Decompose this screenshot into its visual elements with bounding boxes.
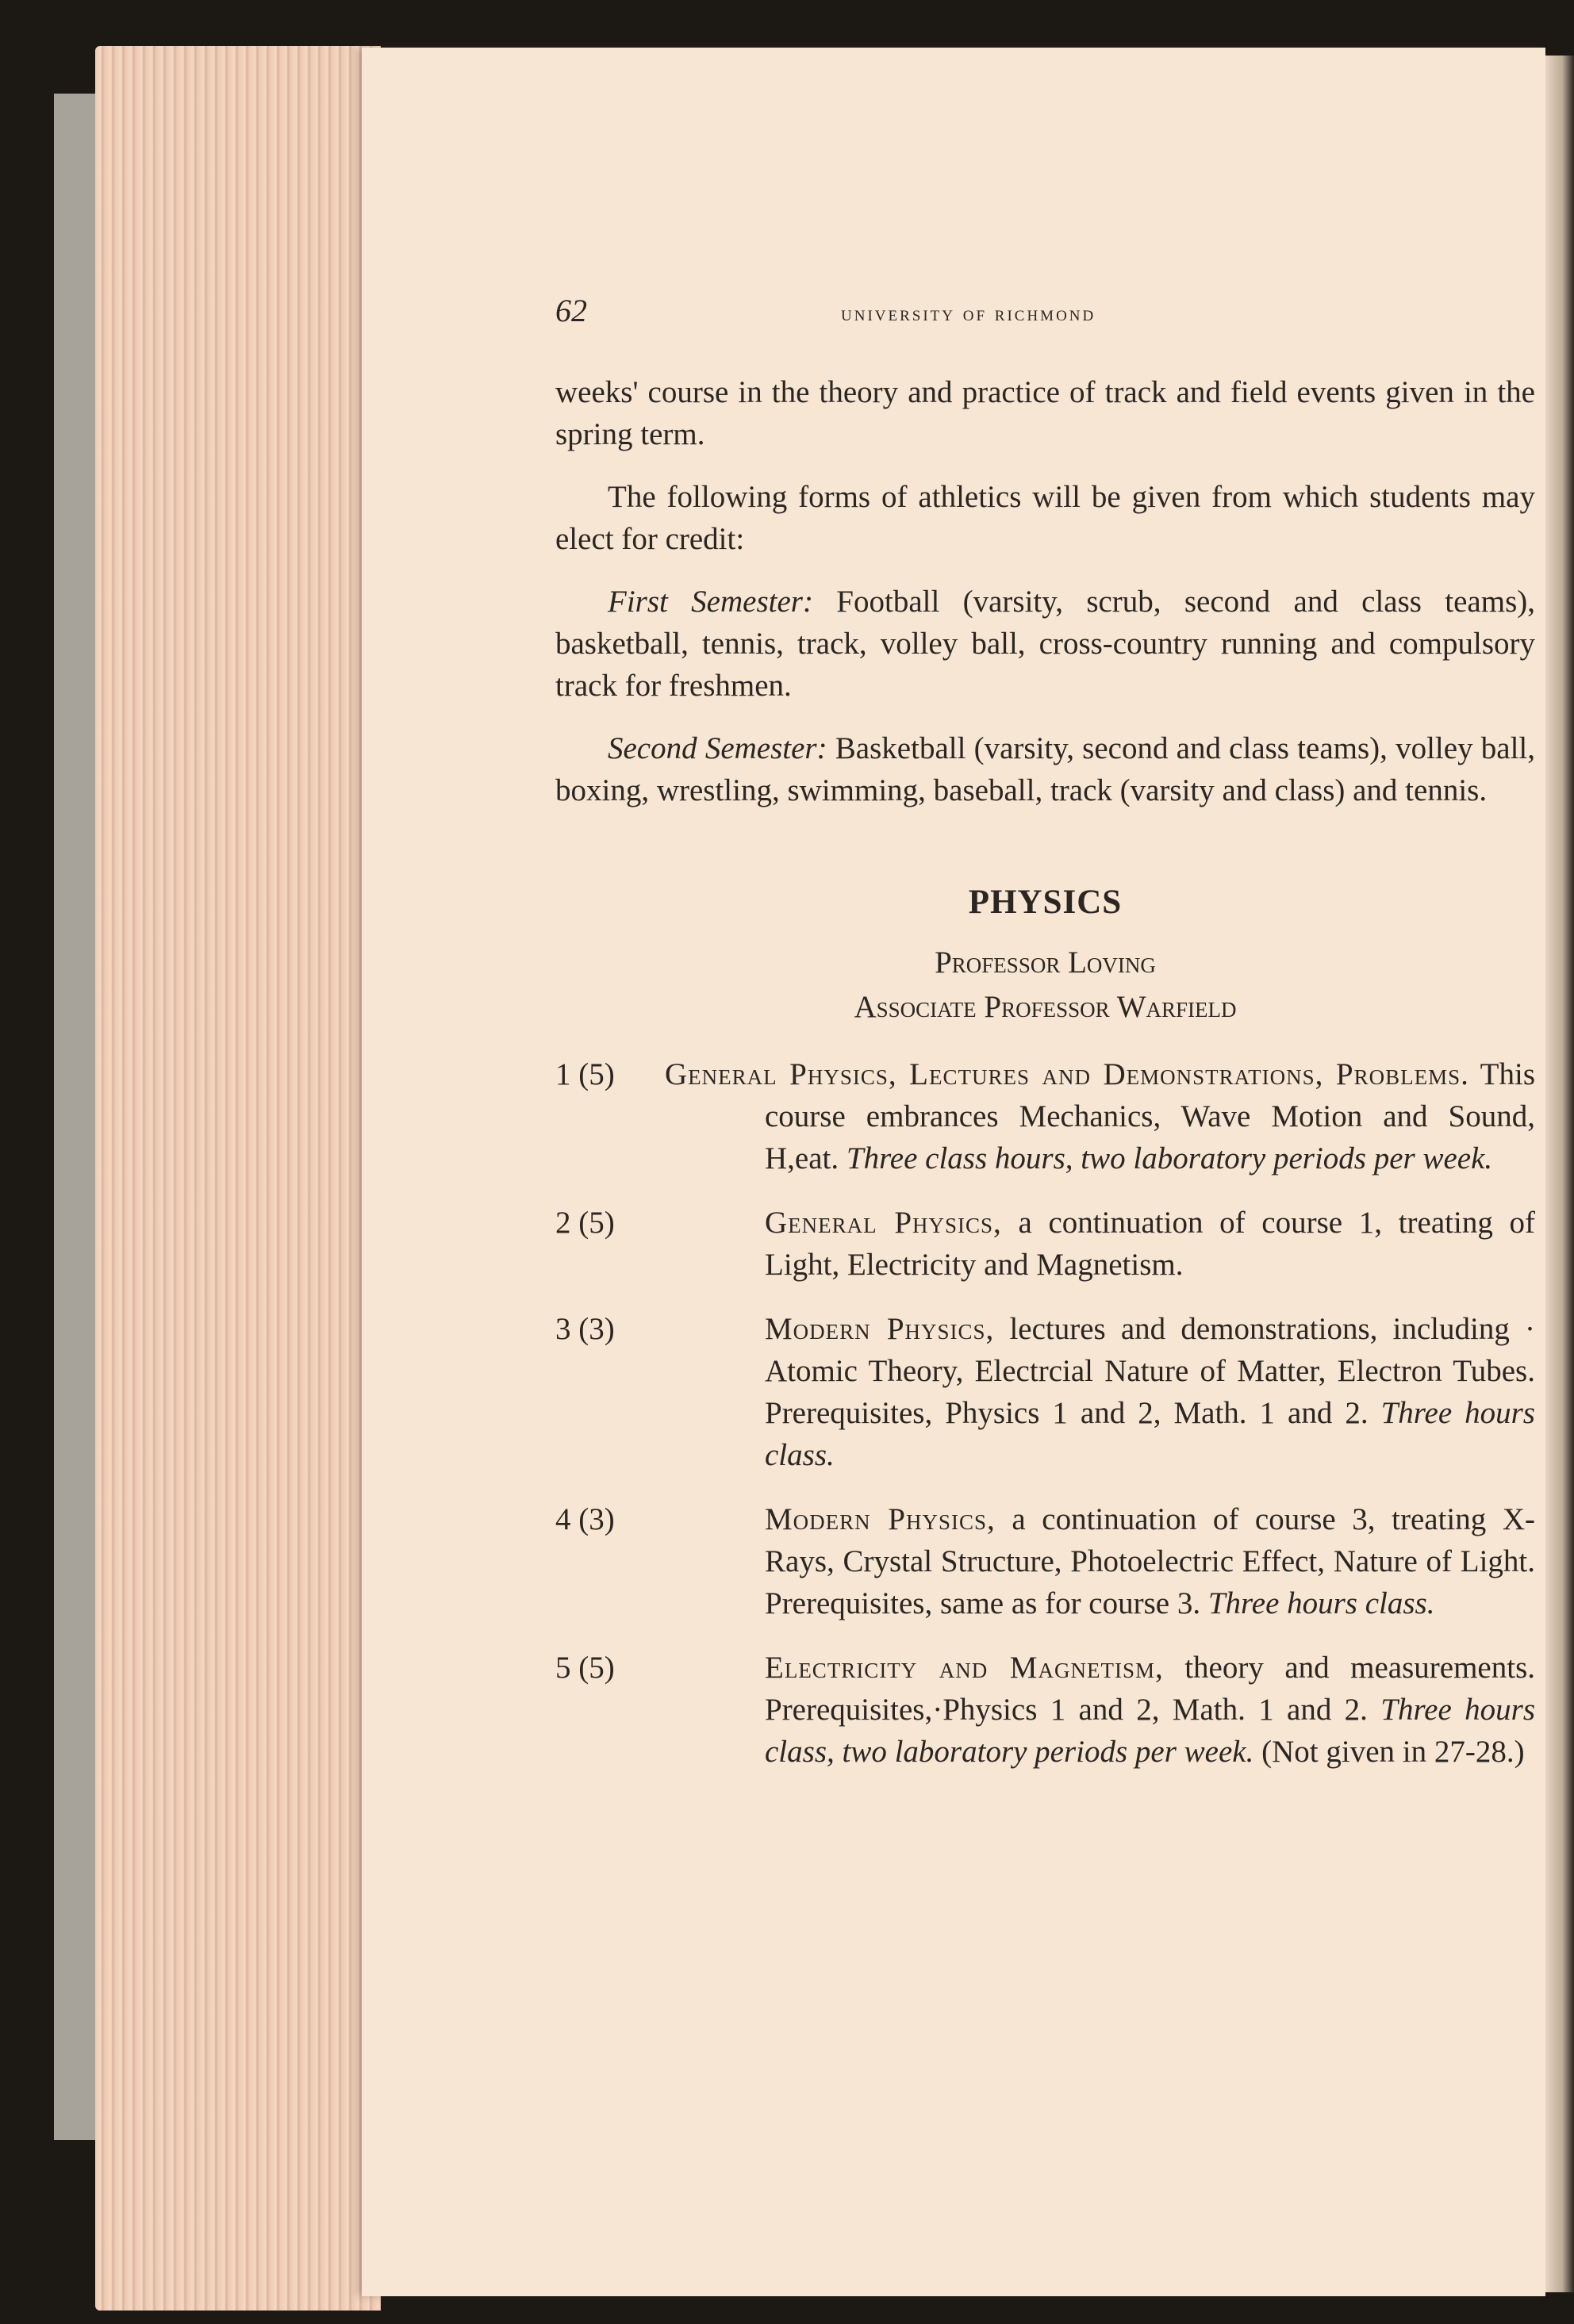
athletics-intro-paragraph: The following forms of athletics will be given from which students may elect for credit: bbox=[555, 480, 1535, 556]
page-stack-edges bbox=[95, 46, 381, 2311]
course-entry bbox=[555, 1202, 1535, 1286]
course-description: lectures and demonstrations, including · Atomic Theory, Electrcial Nature of Matter, Electron Tubes. Prerequisites, Physics 1 and 2, Math. 1 and 2. bbox=[765, 1312, 1535, 1430]
course-description: This course embrances Mechanics, Wave Motion and Sound, H,eat. bbox=[765, 1057, 1536, 1175]
course-schedule: Three hours class. bbox=[1207, 1586, 1435, 1620]
faculty-list bbox=[555, 941, 1535, 1030]
first-semester-text: Football (varsity, scrub, second and class teams), basketball, tennis, track, volley ball, cross-country running and compulsory track for freshmen. bbox=[555, 585, 1535, 703]
course-note: (Not given in 27-28.) bbox=[1261, 1735, 1525, 1769]
course-number: 2 (5) bbox=[555, 1206, 615, 1240]
second-semester-text: Basketball (varsity, second and class teams), volley ball, boxing, wrestling, swimming, baseball, track (varsity and class) and tennis. bbox=[555, 731, 1535, 807]
course-number: 4 (3) bbox=[555, 1502, 615, 1536]
page-header bbox=[555, 292, 1539, 332]
course-title: Modern Physics, bbox=[765, 1502, 996, 1536]
course-title: General Physics, Lectures and Demonstrations, Problems. bbox=[665, 1057, 1469, 1091]
page-body bbox=[555, 371, 1535, 1795]
course-title: Modern Physics, bbox=[765, 1312, 995, 1346]
course-title: General Physics, bbox=[765, 1206, 1002, 1240]
course-number: 3 (3) bbox=[555, 1312, 615, 1346]
course-schedule: Three hours class. bbox=[765, 1396, 1535, 1472]
section-title: PHYSICS bbox=[968, 884, 1123, 921]
course-list bbox=[555, 1053, 1535, 1773]
first-semester-paragraph bbox=[555, 581, 1535, 707]
course-schedule: Three class hours, two laboratory periods per week. bbox=[846, 1141, 1493, 1175]
course-schedule: Three hours class, two laboratory periods per week. bbox=[765, 1693, 1535, 1769]
course-number: 5 (5) bbox=[555, 1651, 615, 1685]
course-description: a continuation of course 1, treating of Light, Electricity and Magnetism. bbox=[765, 1206, 1535, 1282]
second-semester-paragraph bbox=[555, 727, 1535, 811]
first-semester-label: First Semester: bbox=[608, 585, 813, 619]
continuation-paragraph: weeks' course in the theory and practice of track and field events given in the spring term. bbox=[555, 375, 1535, 451]
course-description: a continuation of course 3, treating X-Rays, Crystal Structure, Photoelectric Effect, Nature of Light. Prerequisites, same as for course 3. bbox=[765, 1502, 1536, 1620]
course-title: Electricity and Magnetism, bbox=[765, 1651, 1164, 1685]
page-number: 62 bbox=[555, 293, 587, 328]
course-entry bbox=[555, 1647, 1535, 1773]
running-head: university of richmond bbox=[841, 301, 1096, 325]
course-entry bbox=[555, 1498, 1535, 1624]
course-entry bbox=[555, 1053, 1535, 1179]
course-entry bbox=[555, 1308, 1535, 1476]
course-description: theory and measurements. Prerequisites,·Physics 1 and 2, Math. 1 and 2. bbox=[765, 1651, 1535, 1727]
second-semester-label: Second Semester: bbox=[608, 731, 827, 765]
page-gutter-shadow bbox=[1545, 56, 1574, 2292]
faculty-member: Associate Professor Warfield bbox=[854, 990, 1237, 1024]
faculty-member: Professor Loving bbox=[935, 945, 1156, 980]
course-number: 1 (5) bbox=[555, 1057, 615, 1091]
